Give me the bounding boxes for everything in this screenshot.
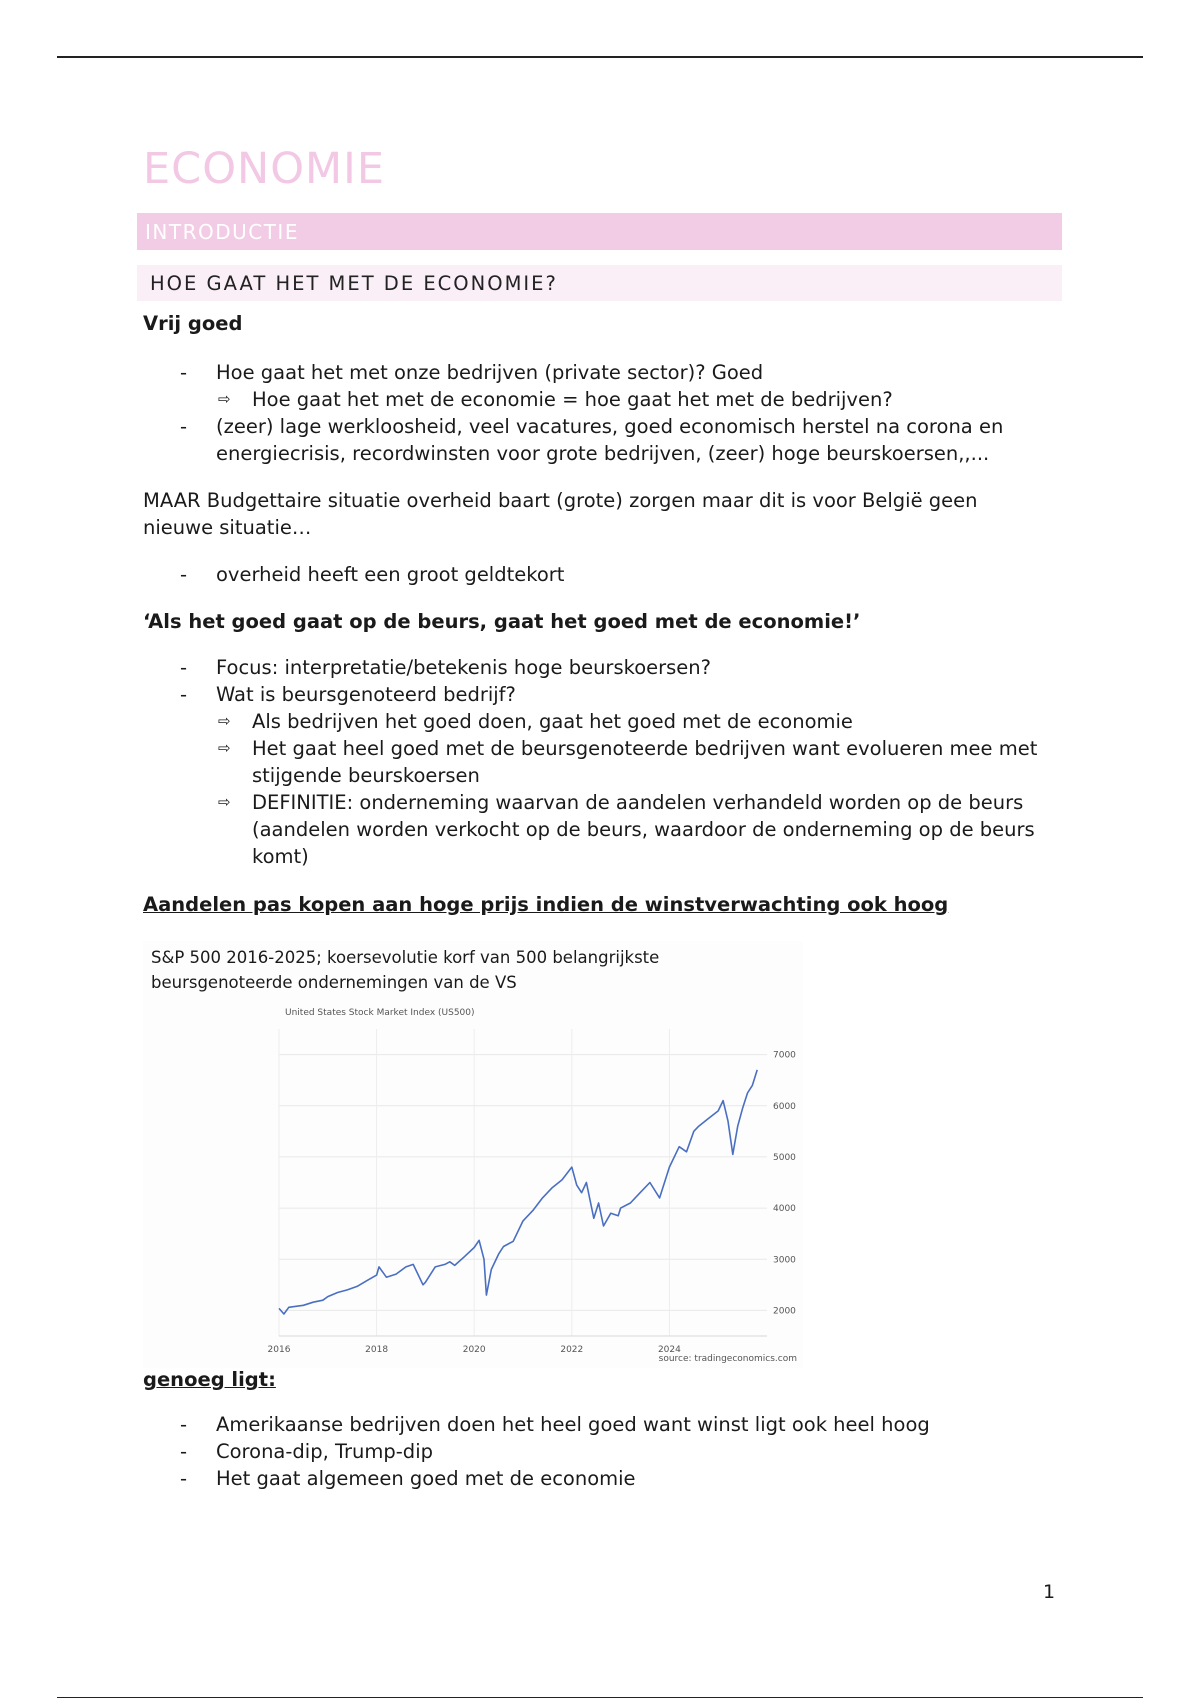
x-tick-label: 2018 [365,1345,389,1355]
chart-ticks [268,1051,797,1355]
bullet-dash: - [180,1413,188,1436]
bullet-list-3 [143,654,1063,870]
quote-heading: ‘Als het goed gaat op de beurs, gaat het goed met de economie!’ [143,610,861,633]
list-item: - (zeer) lage werkloosheid, veel vacatures, goed economisch herstel na corona en energiecrisis, recordwinsten voor grote bedrijven, (zeer) hoge beurskoersen,,... [180,415,1004,465]
y-tick-label: 5000 [773,1152,796,1163]
chart-lines [279,1070,757,1314]
x-tick-label: 2024 [657,1345,681,1355]
bullet-dash: - [180,563,188,586]
list-item: - overheid heeft een groot geldtekort [180,563,565,586]
y-tick-label: 3000 [773,1255,796,1266]
list-item: ⇨ Hoe gaat het met de economie = hoe gaat het met de bedrijven? [218,388,893,411]
list-item: - Hoe gaat het met onze bedrijven (private sector)? Goed [180,361,764,384]
footer-rule [57,1697,1143,1698]
arrow-icon: ⇨ [218,793,231,811]
series-line [279,1070,757,1314]
list-item: - Amerikaanse bedrijven doen het heel goed want winst ligt ook heel hoog [180,1413,930,1436]
page-number: 1 [1043,1581,1056,1603]
list-item: ⇨ DEFINITIE: onderneming waarvan de aandelen verhandeld worden op de beurs (aandelen worden verkocht op de beurs, waardoor de onderneming op de beurs komt) [218,791,1035,868]
chart-source: source: tradingeconomics.com [658,1354,797,1364]
x-tick-label: 2020 [462,1345,486,1355]
heading-1-bar [137,213,1062,250]
chart-title: United States Stock Market Index (US500) [285,1008,475,1018]
y-tick-label: 4000 [773,1204,796,1215]
bullet-list-4 [143,1411,1063,1492]
bullet-dash: - [180,361,188,384]
bullet-dash: - [180,683,188,706]
list-item: - Wat is beursgenoteerd bedrijf? [180,683,516,706]
section-label-vrij-goed: Vrij goed [143,312,243,335]
paragraph-maar: MAAR Budgettaire situatie overheid baart (grote) zorgen maar dit is voor België geen nieuwe situatie… [143,489,978,539]
list-item: - Focus: interpretatie/betekenis hoge beurskoersen? [180,656,712,679]
y-tick-label: 2000 [773,1306,796,1317]
chart-figure [143,941,803,1368]
heading-1: INTRODUCTIE [145,220,299,244]
document-title: ECONOMIE [143,144,386,194]
chart-grid [279,1029,767,1336]
y-tick-label: 7000 [773,1050,796,1061]
bullet-list-1 [143,359,1063,467]
bullet-dash: - [180,1440,188,1463]
bullet-dash: - [180,656,188,679]
list-item: ⇨ Als bedrijven het goed doen, gaat het goed met de economie [218,710,853,733]
x-tick-label: 2016 [267,1345,291,1355]
bullet-list-2 [143,561,1063,588]
heading-2-bar [137,265,1062,301]
list-item: - Het gaat algemeen goed met de economie [180,1467,636,1490]
underline-heading-b: genoeg ligt: [143,1368,276,1391]
heading-2: HOE GAAT HET MET DE ECONOMIE? [150,272,558,295]
bullet-dash: - [180,1467,188,1490]
list-item: ⇨ Het gaat heel goed met de beursgenoteerde bedrijven want evolueren mee met stijgende beurskoersen [218,737,1038,787]
list-item: - Corona-dip, Trump-dip [180,1440,433,1463]
chart-caption: S&P 500 2016-2025; koersevolutie korf van 500 belangrijkste beursgenoteerde ondernemingen van de VS [151,948,660,992]
y-tick-label: 6000 [773,1101,796,1112]
x-tick-label: 2022 [560,1345,584,1355]
arrow-icon: ⇨ [218,390,231,408]
bullet-dash: - [180,415,188,438]
header-rule [57,56,1143,58]
arrow-icon: ⇨ [218,712,231,730]
chart-svg [143,941,803,1368]
arrow-icon: ⇨ [218,739,231,757]
underline-heading-a: Aandelen pas kopen aan hoge prijs indien de winstverwachting ook hoog [143,893,949,916]
